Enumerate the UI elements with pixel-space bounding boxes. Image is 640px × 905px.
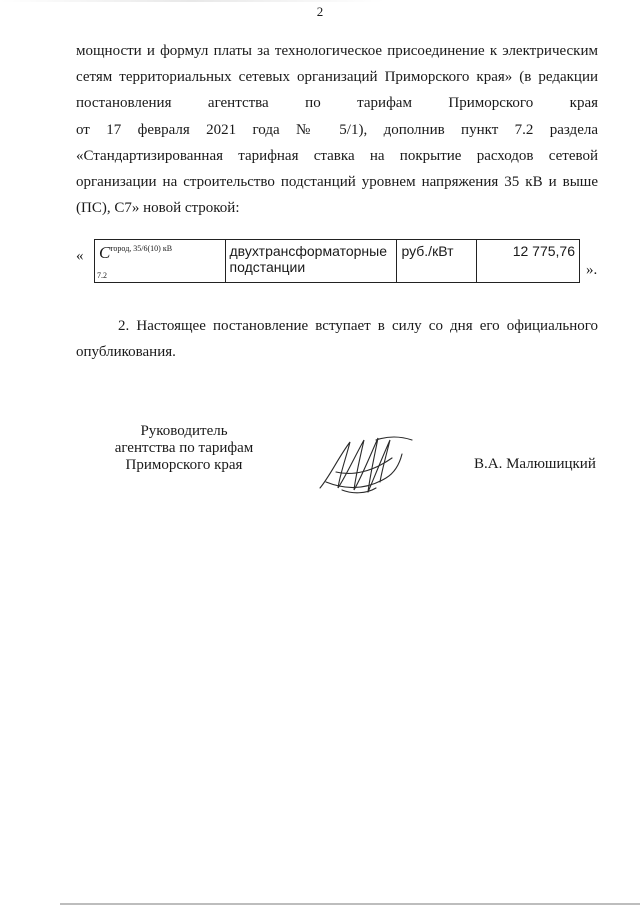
insertion-close-quote: ». (586, 262, 598, 278)
paragraph-2-line: 2. Настоящее постановление вступает в силу со дня его официального (118, 318, 598, 334)
unit-cell: руб./кВт (397, 240, 477, 283)
rate-code-subscript: 7.2 (97, 271, 107, 280)
paragraph-1-line: постановления агентства по тарифам Приморского края (76, 95, 598, 112)
paragraph-1-line: (ПС), С7» новой строкой: (76, 200, 240, 217)
signature-icon (316, 432, 416, 496)
paragraph-2 (76, 313, 598, 365)
rate-value-cell: 12 775,76 (477, 240, 580, 283)
paragraph-1-line: от 17 февраля 2021 года № 5/1), дополнив пункт 7.2 раздела (76, 121, 598, 138)
paragraph-1-line: организации на строительство подстанций уровнем напряжения 35 кВ и выше (76, 174, 598, 191)
signatory-position-line: Приморского края (125, 457, 243, 473)
scan-edge (0, 0, 640, 2)
paragraph-1 (76, 38, 598, 221)
handwritten-signature (316, 432, 416, 501)
substation-type-cell: двухтрансформаторные подстанции (225, 240, 397, 283)
signatory-name: В.А. Малюшицкий (474, 456, 596, 472)
paragraph-1-line: «Стандартизированная тарифная ставка на покрытие расходов сетевой (76, 147, 598, 164)
rate-code-superscript: город, 35/6(10) кВ (110, 244, 173, 253)
table-row (95, 240, 580, 283)
page-number: 2 (316, 4, 324, 19)
signatory-position-line: Руководитель (140, 423, 228, 439)
paragraph-2-line: опубликования. (76, 344, 176, 361)
tariff-table (94, 239, 580, 283)
paragraph-1-line: сетям территориальных сетевых организаций Приморского края» (в редакции (76, 69, 598, 86)
insertion-open-quote: « (76, 248, 84, 264)
rate-code-symbol: С (99, 243, 111, 262)
signatory-position-line: агентства по тарифам (114, 440, 254, 456)
signatory-position (96, 423, 272, 474)
paragraph-1-line: мощности и формул платы за технологическое присоединение к электрическим (76, 43, 598, 59)
rate-code-cell (95, 240, 226, 283)
